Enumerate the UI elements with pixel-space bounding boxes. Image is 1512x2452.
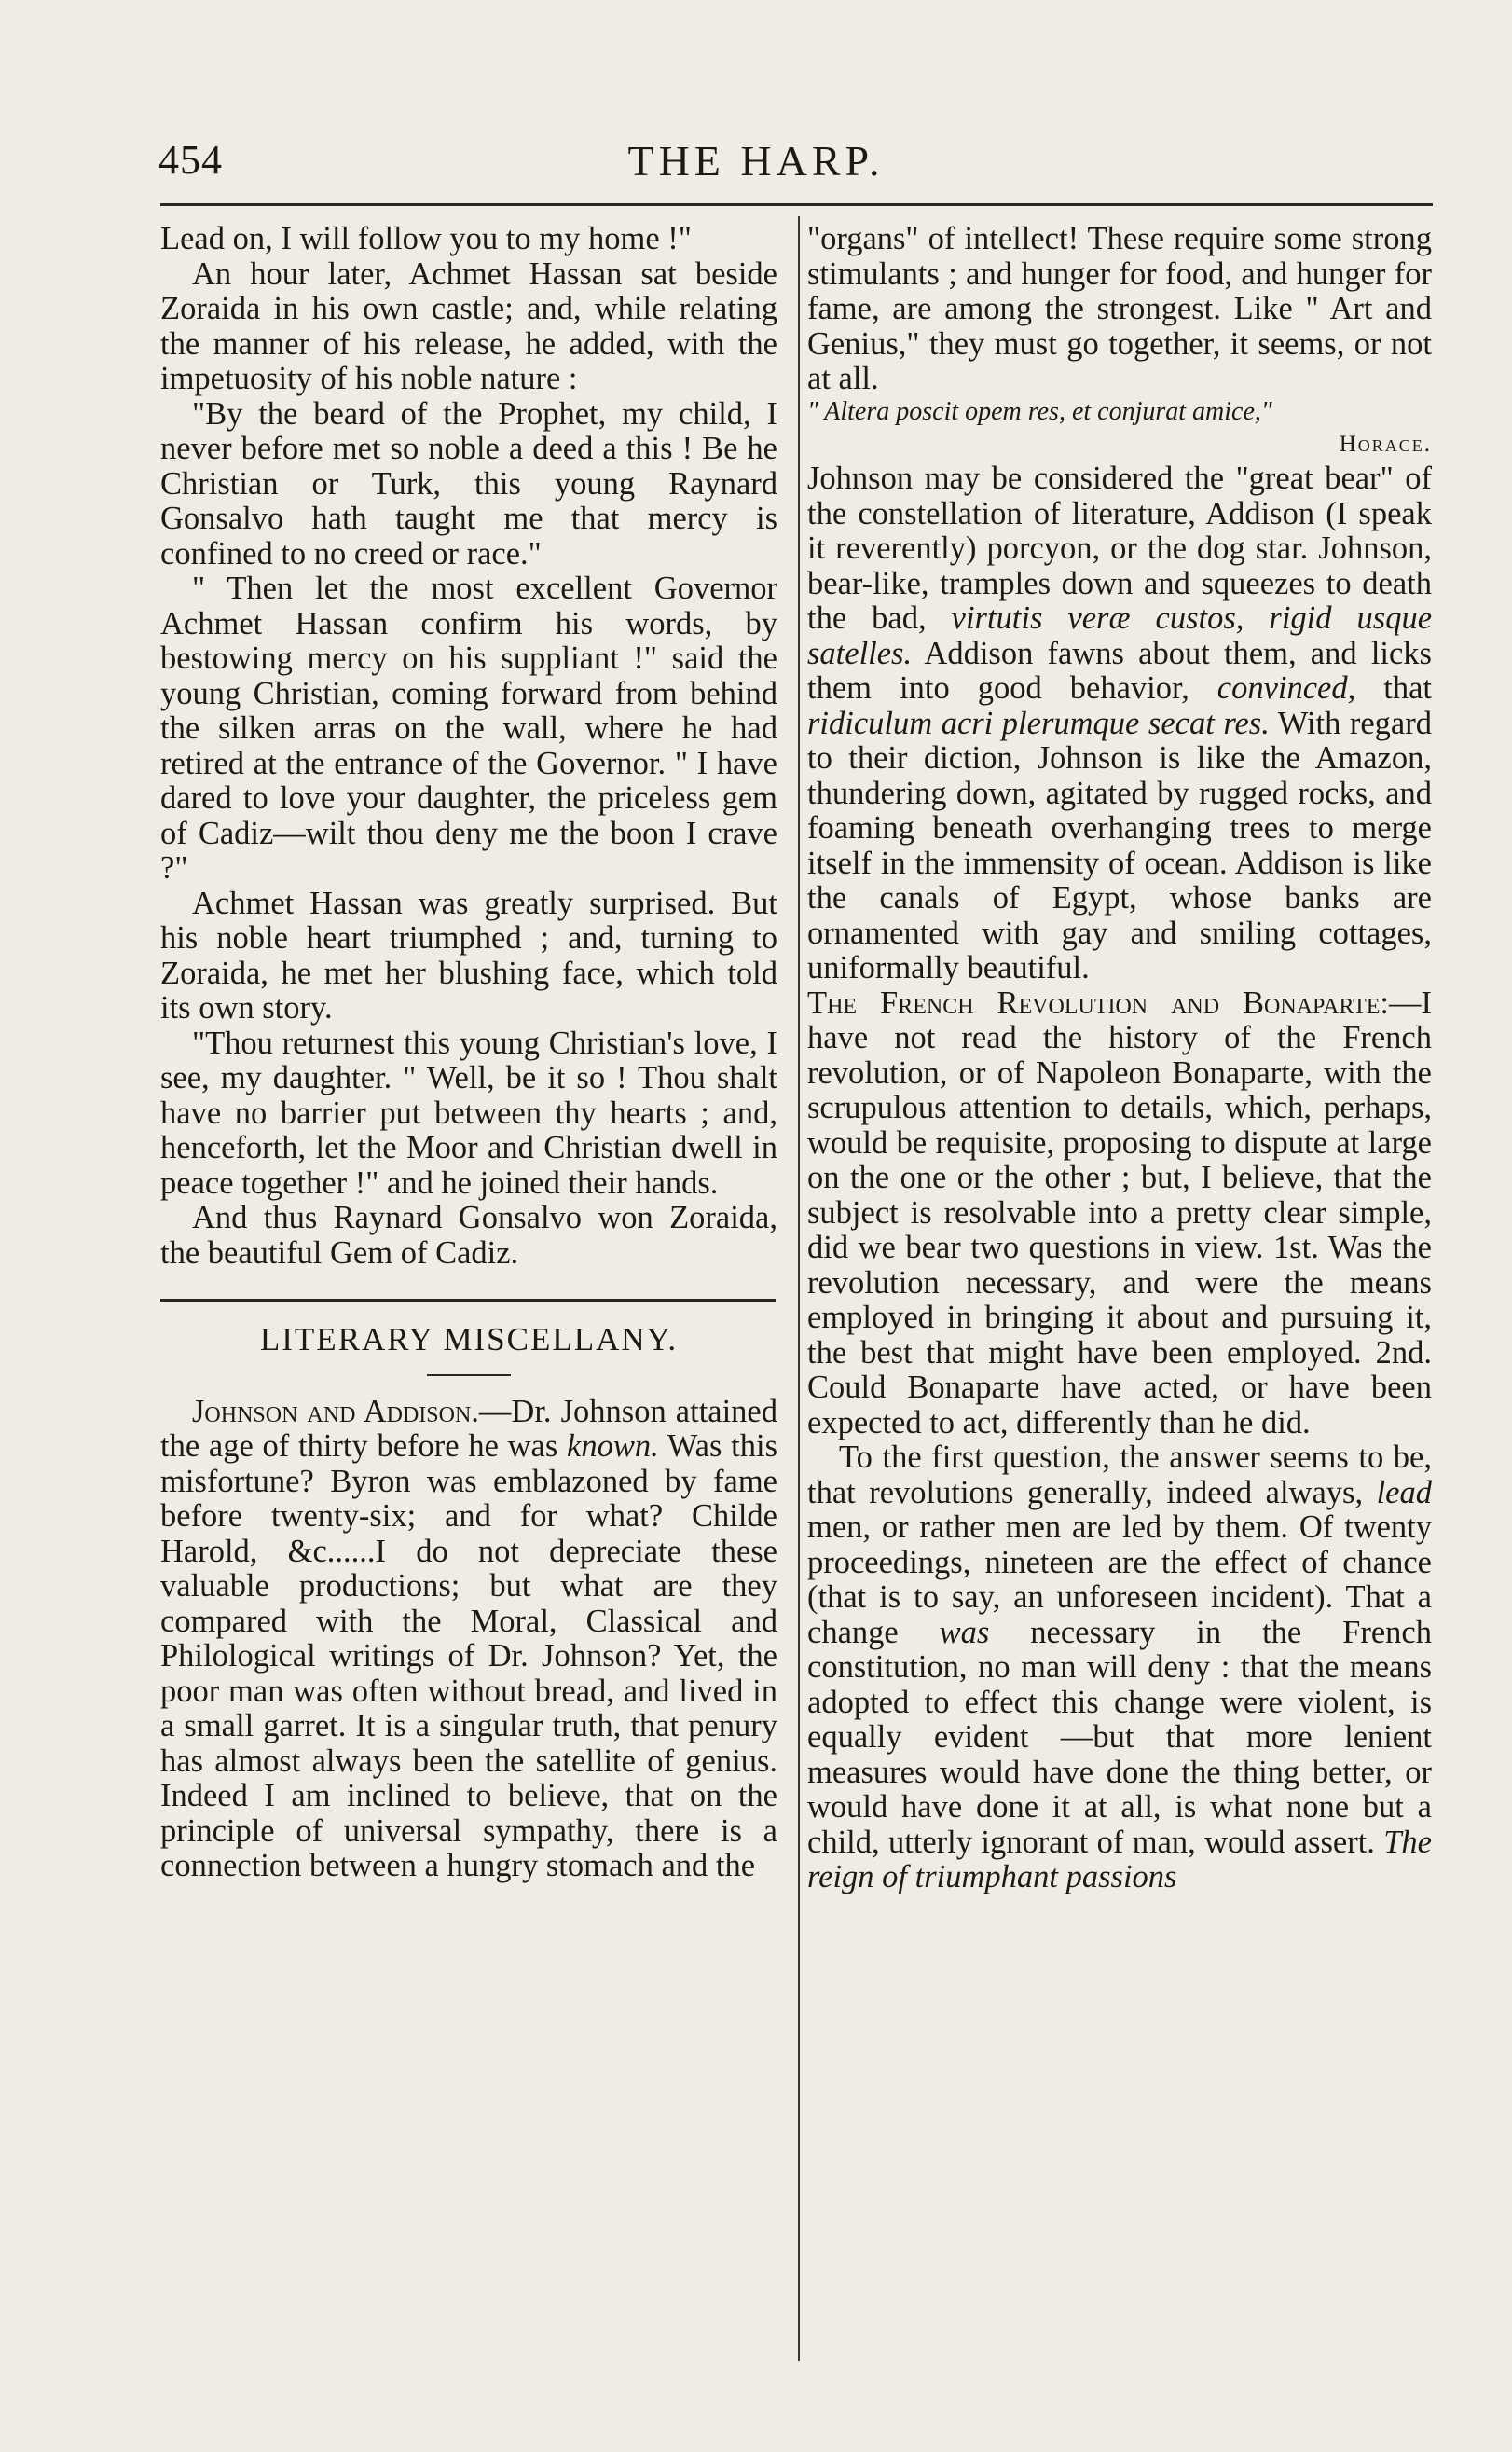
emphasis: was bbox=[939, 1614, 990, 1650]
text: necessary in the French constitution, no man will deny : that the means adopted to effect this change were violent, is equally evident —but that more lenient measures would have done the thing better, or would have done it at all, is what none but a child, utterly ignorant of man, would assert. bbox=[807, 1614, 1432, 1860]
article-paragraph bbox=[160, 1395, 777, 1884]
article-heading: The French Revolution and Bonaparte: bbox=[807, 985, 1389, 1021]
latin-quote: " Altera poscit opem res, et conjurat amice," bbox=[807, 396, 1272, 426]
emphasis: The reign of triumphant passions bbox=[807, 1824, 1432, 1894]
paragraph: "By the beard of the Prophet, my child, I never before met so noble a deed a this ! Be he Christian or Turk, this young Raynard Gonsalvo hath taught me that mercy is confined to no creed or race." bbox=[160, 395, 777, 572]
section-title: LITERARY MISCELLANY. bbox=[259, 1321, 679, 1357]
paragraph: And thus Raynard Gonsalvo won Zoraida, the beautiful Gem of Cadiz. bbox=[160, 1200, 777, 1271]
text: Addison fawns about them, and licks them into good behavior, bbox=[807, 635, 1432, 706]
article-heading: Johnson and Addison. bbox=[192, 1393, 479, 1429]
emphasis: ridiculum acri plerumque secat res. bbox=[807, 705, 1270, 741]
paragraph: "Thou returnest this young Christian's love, I see, my daughter. " Well, be it so ! Thou shalt have no barrier put between thy hearts ; and, henceforth, let the Moor and Christian dwell in peace together !" and he joined their hands. bbox=[160, 1025, 777, 1201]
emphasis: known. bbox=[567, 1428, 659, 1464]
paragraph bbox=[807, 1440, 1432, 1895]
running-title: THE HARP. bbox=[627, 137, 885, 185]
text: Johnson may be considered the "great bear" of the constellation of literature, Addison (I speak it reverently) porcyon, or the dog star. Johnson, bear-like, tramples down and squeezes to death the bad, bbox=[807, 461, 1432, 636]
paragraph: Achmet Hassan was greatly surprised. But his noble heart triumphed ; and, turning to Zoraida, he met her blushing face, which told its own story. bbox=[160, 885, 777, 1026]
article-paragraph bbox=[807, 986, 1432, 1441]
text: With regard to their diction, Johnson is like the Amazon, thundering down, agitated by rugged rocks, and foaming beneath overhanging trees to merge itself in the immensity of ocean. Addison is like the canals of Egypt, whose banks are ornamented with gay and smiling cottages, uniformally beautiful. bbox=[807, 705, 1432, 985]
left-column bbox=[160, 222, 777, 1884]
text: men, or rather men are led by them. Of twenty proceedings, nineteen are the effect of chance (that is to say, an unforeseen incident). That a change bbox=[807, 1509, 1432, 1650]
article-text: —Dr. Johnson attained the age of thirty before he was bbox=[160, 1393, 777, 1464]
paragraph: Lead on, I will follow you to my home !" bbox=[160, 221, 692, 256]
paragraph: An hour later, Achmet Hassan sat beside Zoraida in his own castle; and, while relating the manner of his release, he added, with the impetuosity of his noble nature : bbox=[160, 255, 777, 396]
text: that bbox=[1355, 670, 1432, 706]
right-column bbox=[807, 222, 1432, 1895]
article-text: Was this misfortune? Byron was emblazoned by fame before twenty-six; and for what? Childe Harold, &c......I do not depreciate these valuable productions; but what are they compared with the Moral, Classical and Philological writings of Dr. Johnson? Yet, the poor man was often without bread, and lived in a small garret. It is a singular truth, that penury has almost always been the satellite of genius. Indeed I am inclined to believe, that on the principle of universal sympathy, there is a connection between a hungry stomach and the bbox=[160, 1428, 778, 1883]
paragraph: " Then let the most excellent Governor Achmet Hassan confirm his words, by bestowing mercy on his suppliant !" said the young Christian, coming forward from behind the silken arras on the wall, where he had retired at the entrance of the Governor. " I have dared to love your daughter, the priceless gem of Cadiz—wilt thou deny me the boon I crave ?" bbox=[160, 571, 777, 886]
quote-attribution: Horace. bbox=[1339, 431, 1432, 457]
paragraph bbox=[807, 461, 1432, 986]
emphasis: lead bbox=[1376, 1474, 1432, 1510]
section-rule bbox=[160, 1299, 776, 1302]
column-divider bbox=[798, 216, 800, 2361]
header-rule bbox=[160, 203, 1433, 206]
paragraph: "organs" of intellect! These require some strong stimulants ; and hunger for food, and hunger for fame, are among the strongest. Like " Art and Genius," they must go together, it seems, or not at all. bbox=[807, 221, 1432, 396]
emphasis: virtutis veræ custos, rigid usque satelles. bbox=[807, 600, 1433, 671]
article-text: —I have not read the history of the French revolution, or of Napoleon Bonaparte, with the scrupulous attention to details, which, perhaps, would be requisite, proposing to dispute at large on the one or the other ; but, I believe, that the subject is resolvable into a pretty clear simple, did we bear two questions in view. 1st. Was the revolution necessary, and were the means employed in bringing it about and pursuing it, the best that might have been employed. 2nd. Could Bonaparte have acted, or have been expected to act, differently than he did. bbox=[807, 985, 1432, 1440]
emphasis: convinced, bbox=[1216, 670, 1356, 706]
section-ornament-rule bbox=[427, 1374, 511, 1376]
text: To the first question, the answer seems to be, that revolutions generally, indeed always, bbox=[807, 1440, 1432, 1510]
page-number: 454 bbox=[158, 137, 223, 183]
